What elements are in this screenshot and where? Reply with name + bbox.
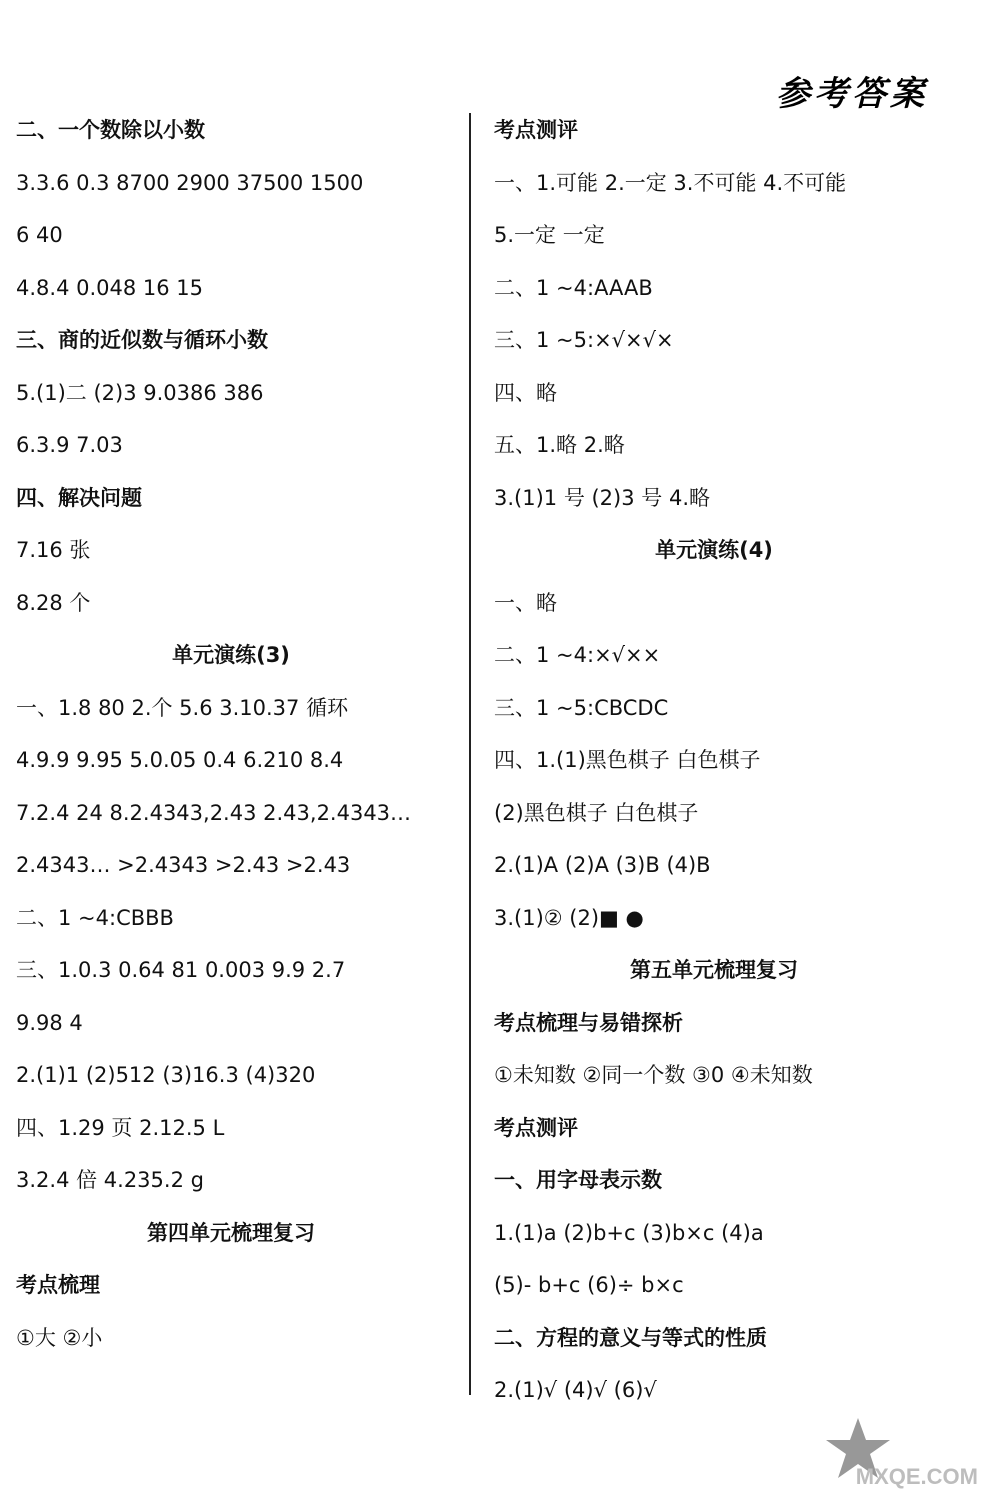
left-answer-line: 3.3.6 0.3 8700 2900 37500 1500 [16, 170, 364, 195]
right-answer-line: 三、1 ~5:×√×√× [494, 328, 674, 352]
right-answer-line: 1.(1)a (2)b+c (3)b×c (4)a [494, 1220, 764, 1245]
left-answer-line: 5.(1)二 (2)3 9.0386 386 [16, 380, 264, 405]
right-answer-line: 二、1 ~4:AAAB [494, 275, 653, 300]
right-answer-line: 一、略 [494, 590, 557, 615]
right-answer-line: 四、略 [494, 380, 557, 405]
right-answer-line: 五、1.略 2.略 [494, 433, 625, 457]
left-answer-line: 4.9.9 9.95 5.0.05 0.4 6.210 8.4 [16, 748, 344, 772]
left-answer-line: 第四单元梳理复习 [147, 1220, 315, 1245]
left-answer-line: 3.2.4 倍 4.235.2 g [16, 1168, 204, 1192]
right-answer-line: 单元演练(4) [655, 538, 773, 562]
left-answer-line: 7.2.4 24 8.2.4343,2.43 2.43,2.4343… [16, 800, 412, 825]
right-answer-line: 第五单元梳理复习 [630, 958, 798, 982]
left-answer-line: 考点梳理 [16, 1273, 100, 1297]
right-answer-line: 3.(1)1 号 (2)3 号 4.略 [494, 485, 710, 510]
left-answer-line: 8.28 个 [16, 590, 91, 615]
left-answer-line: 4.8.4 0.048 16 15 [16, 275, 204, 300]
left-answer-line: 三、1.0.3 0.64 81 0.003 9.9 2.7 [16, 958, 346, 982]
left-answer-line: 一、1.8 80 2.个 5.6 3.10.37 循环 [16, 695, 349, 720]
left-answer-line: 二、一个数除以小数 [16, 118, 205, 142]
right-answer-line: 一、1.可能 2.一定 3.不可能 4.不可能 [494, 170, 847, 195]
right-answer-line: 四、1.(1)黑色棋子 白色棋子 [494, 748, 761, 772]
left-answer-line: ①大 ②小 [16, 1325, 103, 1350]
right-answer-line: 考点测评 [494, 118, 578, 142]
right-answer-line: 考点梳理与易错探析 [494, 1010, 683, 1035]
left-answer-line: 9.98 4 [16, 1010, 83, 1035]
left-answer-line: 单元演练(3) [172, 643, 290, 667]
right-answer-column [494, 104, 934, 1417]
right-answer-line: 5.一定 一定 [494, 223, 605, 247]
left-answer-line: 四、1.29 页 2.12.5 L [16, 1115, 225, 1140]
column-divider [469, 113, 471, 1395]
right-answer-line: 2.(1)A (2)A (3)B (4)B [494, 853, 711, 877]
watermark-text: MXQE.COM [855, 1464, 978, 1489]
page-header-title: 参考答案 [776, 74, 928, 114]
left-answer-column [16, 104, 446, 1364]
left-answer-line: 6 40 [16, 223, 63, 247]
right-answer-line: 2.(1)√ (4)√ (6)√ [494, 1378, 657, 1402]
right-answer-line: 3.(1)② (2)■ ● [494, 905, 644, 930]
left-answer-line: 2.4343… >2.4343 >2.43 >2.43 [16, 853, 351, 877]
right-answer-line: 三、1 ~5:CBCDC [494, 695, 669, 720]
left-answer-line: 二、1 ~4:CBBB [16, 905, 174, 930]
left-answer-line: 7.16 张 [16, 538, 91, 562]
right-answer-line: ①未知数 ②同一个数 ③0 ④未知数 [494, 1063, 813, 1087]
right-answer-line: 二、方程的意义与等式的性质 [494, 1325, 767, 1350]
right-answer-line: (2)黑色棋子 白色棋子 [494, 800, 699, 825]
right-answer-line: 一、用字母表示数 [494, 1168, 662, 1192]
right-answer-line: (5)- b+c (6)÷ b×c [494, 1273, 684, 1297]
watermark-logo [818, 1410, 978, 1490]
left-answer-line: 2.(1)1 (2)512 (3)16.3 (4)320 [16, 1063, 316, 1087]
left-answer-line: 6.3.9 7.03 [16, 433, 123, 457]
right-answer-line: 考点测评 [494, 1115, 578, 1140]
left-answer-line: 四、解决问题 [16, 485, 142, 510]
left-answer-line: 三、商的近似数与循环小数 [16, 328, 268, 352]
right-answer-line: 二、1 ~4:×√×× [494, 643, 661, 667]
